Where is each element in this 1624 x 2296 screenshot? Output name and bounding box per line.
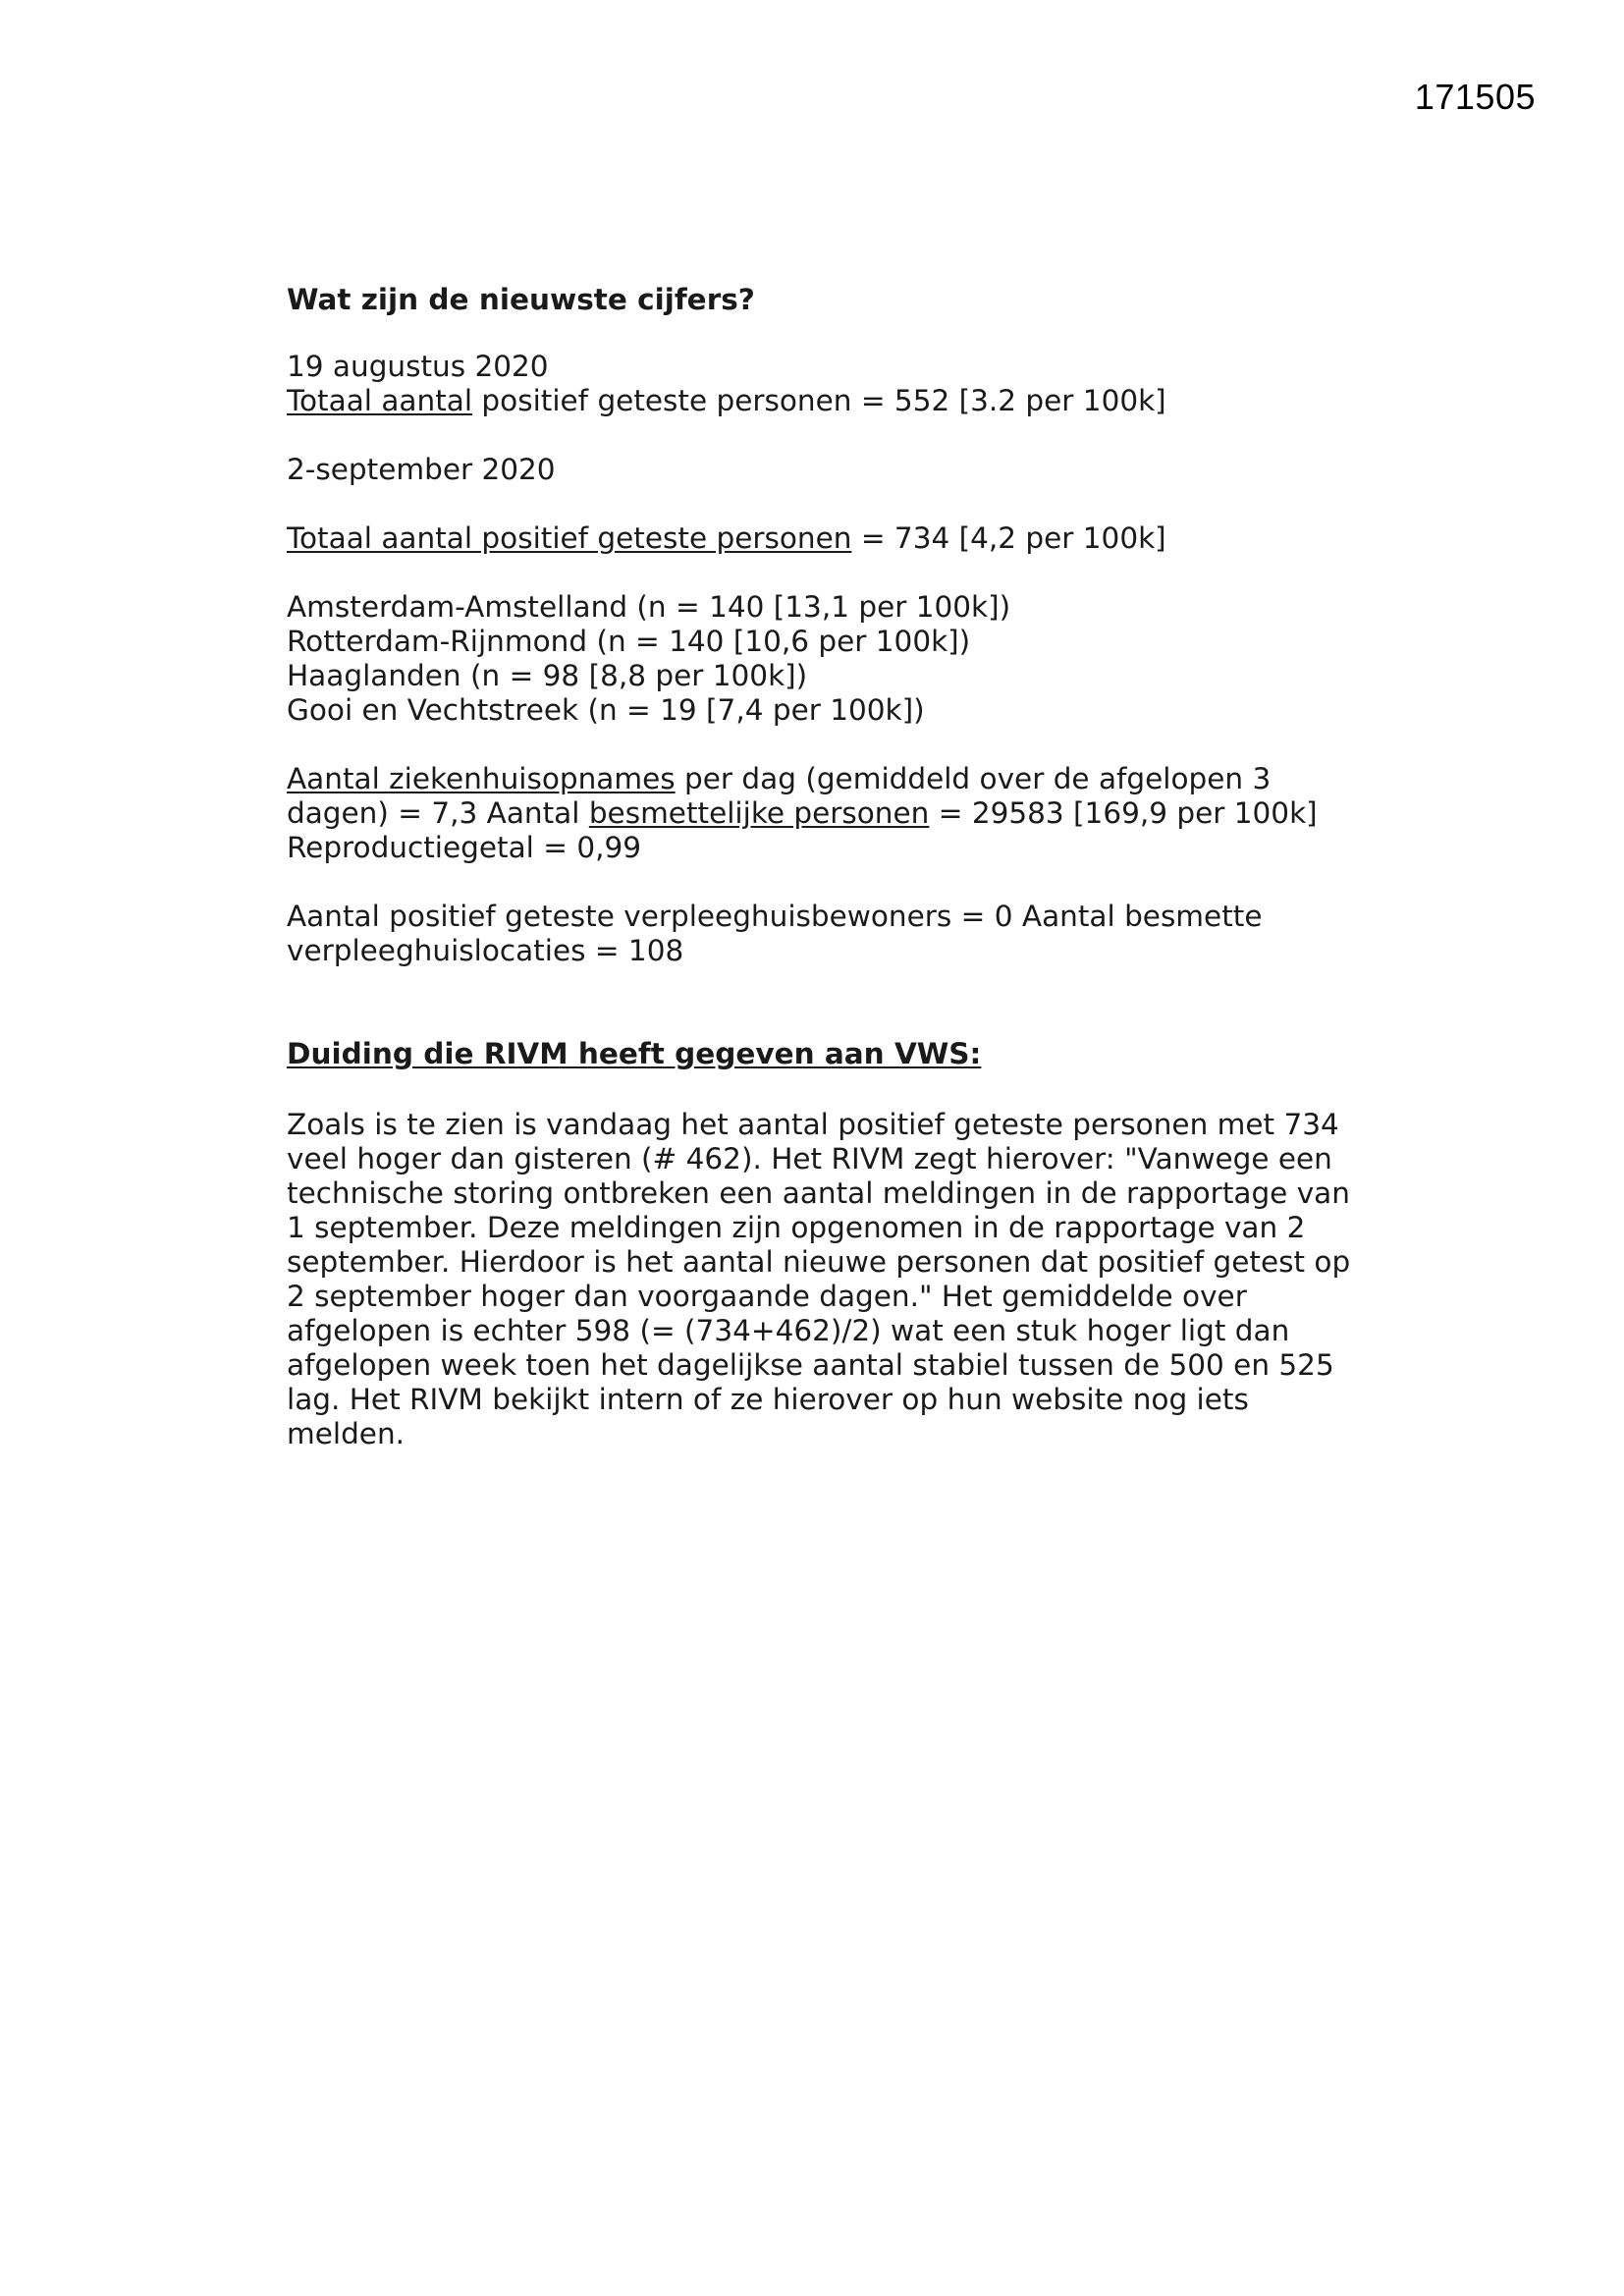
explanation-paragraph — [287, 1108, 1357, 1451]
hospital-line-1 — [287, 762, 1357, 796]
august-figures — [287, 350, 1357, 418]
paragraph-line: afgelopen week toen het dagelijkse aantal stabiel tussen de 500 en 525 — [287, 1348, 1334, 1382]
hospital-line-2 — [287, 796, 1357, 831]
document-body — [287, 283, 1357, 1451]
paragraph-line: afgelopen is echter 598 (= (734+462)/2) wat een stuk hoger ligt dan — [287, 1314, 1290, 1347]
paragraph-line: veel hoger dan gisteren (# 462). Het RIVM zegt hierover: "Vanwege een — [287, 1142, 1332, 1175]
section-heading: Duiding die RIVM heeft gegeven aan VWS: — [287, 1037, 982, 1070]
august-total-value: positief geteste personen = 552 [3.2 per 100k] — [472, 384, 1166, 417]
region-item: Amsterdam-Amstelland (n = 140 [13,1 per 100k]) — [287, 590, 1011, 624]
september-date: 2-september 2020 — [287, 453, 556, 486]
august-total-label: Totaal aantal — [287, 384, 473, 417]
september-total-label: Totaal aantal positief geteste personen — [287, 521, 852, 555]
nursing-line-2: verpleeghuislocaties = 108 — [287, 934, 684, 967]
paragraph-line: technische storing ontbreken een aantal meldingen in de rapportage van — [287, 1176, 1350, 1210]
region-item: Haaglanden (n = 98 [8,8 per 100k]) — [287, 659, 808, 692]
paragraph-line: lag. Het RIVM bekijkt intern of ze hierover op hun website nog iets — [287, 1383, 1249, 1416]
contagious-label: besmettelijke personen — [588, 796, 930, 830]
page-number: 171505 — [1414, 77, 1536, 117]
document-heading: Wat zijn de nieuwste cijfers? — [287, 283, 755, 316]
hospital-label: Aantal ziekenhuisopnames — [287, 762, 676, 795]
nursing-home-figures — [287, 900, 1357, 968]
september-date-block — [287, 453, 1357, 487]
reproduction-number: Reproductiegetal = 0,99 — [287, 831, 642, 864]
hospital-figures — [287, 762, 1357, 865]
paragraph-line: september. Hierdoor is het aantal nieuwe personen dat positief getest op — [287, 1245, 1351, 1279]
region-item: Rotterdam-Rijnmond (n = 140 [10,6 per 100k]) — [287, 625, 971, 658]
september-total-value: = 734 [4,2 per 100k] — [851, 521, 1166, 555]
august-date: 19 augustus 2020 — [287, 350, 549, 383]
paragraph-line: Zoals is te zien is vandaag het aantal positief geteste personen met 734 — [287, 1108, 1339, 1141]
paragraph-line: melden. — [287, 1417, 406, 1450]
august-total-line — [287, 384, 1357, 418]
region-list — [287, 590, 1357, 728]
hospital-line-1-rest: per dag (gemiddeld over de afgelopen 3 — [675, 762, 1272, 795]
region-item: Gooi en Vechtstreek (n = 19 [7,4 per 100k]) — [287, 693, 925, 727]
september-total-block — [287, 521, 1357, 556]
hospital-line-2-start: dagen) = 7,3 Aantal — [287, 796, 589, 830]
hospital-line-2-rest: = 29583 [169,9 per 100k] — [929, 796, 1318, 830]
september-total-line — [287, 521, 1357, 556]
nursing-line-1: Aantal positief geteste verpleeghuisbewoners = 0 Aantal besmette — [287, 900, 1263, 933]
paragraph-line: 2 september hoger dan voorgaande dagen." Het gemiddelde over — [287, 1280, 1247, 1313]
paragraph-line: 1 september. Deze meldingen zijn opgenomen in de rapportage van 2 — [287, 1211, 1306, 1244]
